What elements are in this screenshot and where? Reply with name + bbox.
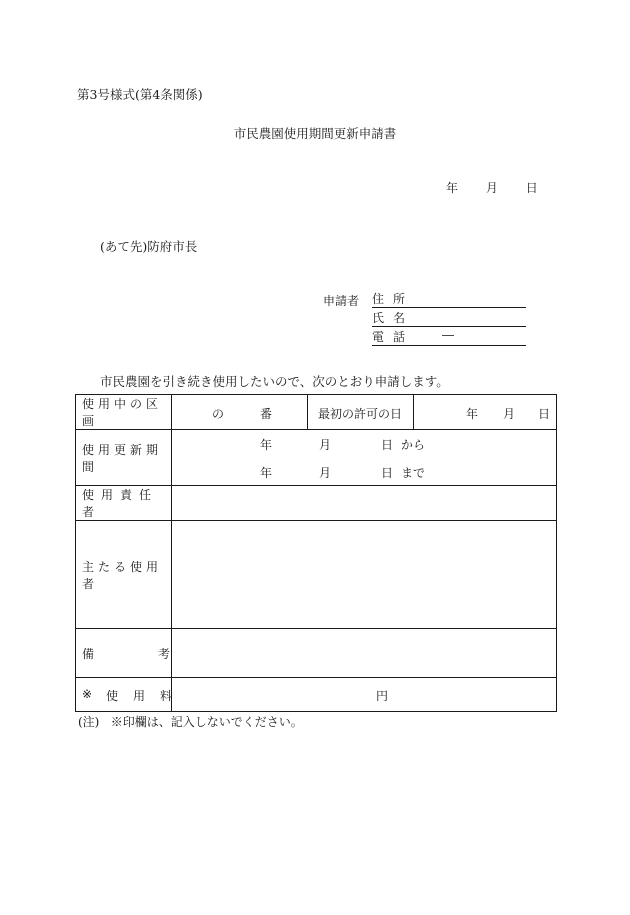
end-month: 月 [319, 466, 332, 480]
plot-no-text: の [212, 406, 225, 421]
date-month: 月 [485, 181, 498, 195]
label-remarks [76, 629, 172, 678]
permit-month: 月 [503, 406, 516, 421]
start-suffix: から [401, 438, 426, 452]
label-renewal-period [76, 430, 172, 486]
table-row-fee [76, 678, 557, 712]
main-users-cell[interactable] [172, 521, 557, 629]
permit-day: 日 [538, 406, 551, 421]
end-year: 年 [260, 466, 273, 480]
name-label: 氏名 [372, 311, 415, 325]
table-row-main-users [76, 521, 557, 629]
permit-year: 年 [466, 406, 479, 421]
remarks-label-right: 考 [158, 647, 171, 661]
intro-text: 市民農園を引き続き使用したいので、次のとおり申請します。 [100, 374, 449, 389]
label-text: 使用中の区画 [82, 397, 163, 428]
remarks-label-left: 備 [82, 647, 95, 661]
first-permit-date-cell[interactable] [414, 395, 557, 430]
document-title: 市民農園使用期間更新申請書 [233, 126, 397, 141]
address-label: 住所 [372, 292, 415, 306]
responsible-person-cell[interactable] [172, 486, 557, 521]
submission-date [446, 179, 538, 196]
form-number: 第3号様式(第4条関係) [77, 87, 203, 102]
fee-mark: ※ [82, 687, 93, 701]
table-row-plot [76, 395, 557, 430]
fee-unit: 円 [376, 689, 389, 703]
table-row-remarks [76, 629, 557, 678]
start-year: 年 [260, 438, 273, 452]
label-fee [76, 678, 188, 712]
date-day: 日 [525, 181, 538, 195]
phone-separator: ― [442, 328, 454, 342]
application-table [75, 394, 557, 712]
table-row-renewal-period [76, 430, 557, 486]
first-permit-label-cell [308, 395, 414, 430]
applicant-phone-field[interactable] [372, 328, 526, 346]
start-month: 月 [319, 438, 332, 452]
label-text: 使用責任者 [82, 488, 159, 519]
addressee: (あて先)防府市長 [100, 239, 198, 254]
first-permit-label: 最初の許可の日 [318, 406, 403, 421]
end-day: 日 [381, 466, 394, 480]
applicant-label: 申請者 [323, 294, 360, 308]
end-suffix: まで [401, 466, 426, 480]
notes: (注) ※印欄は、記入しないでください。 [78, 715, 303, 729]
fee-cell [172, 678, 557, 712]
fee-label: 使用料 [106, 689, 188, 703]
phone-label: 電話 [372, 330, 415, 344]
date-year: 年 [446, 181, 459, 195]
table-row-responsible [76, 486, 557, 521]
start-day: 日 [381, 438, 394, 452]
plot-number-cell[interactable] [172, 395, 308, 430]
applicant-name-field[interactable] [372, 309, 526, 327]
label-responsible-person [76, 486, 172, 521]
plot-ban-text: 番 [260, 406, 273, 421]
label-text: 主たる使用者 [82, 559, 163, 591]
label-main-users [76, 521, 172, 629]
renewal-period-cell[interactable] [172, 430, 557, 486]
remarks-cell[interactable] [172, 629, 557, 678]
label-text: 使用更新期間 [82, 442, 163, 474]
label-plot-in-use [76, 395, 172, 430]
applicant-address-field[interactable] [372, 290, 526, 308]
